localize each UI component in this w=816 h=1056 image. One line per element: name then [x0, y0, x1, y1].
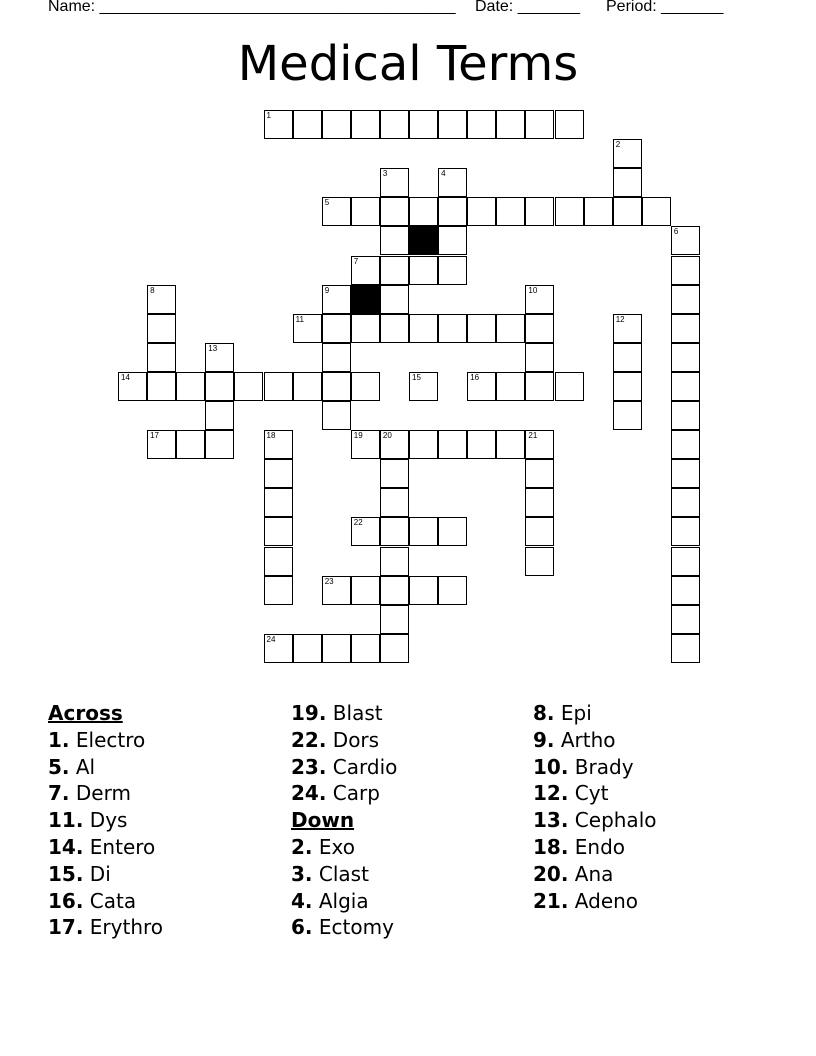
- clue-item: [291, 700, 397, 727]
- clue-number: 5: [324, 198, 330, 208]
- crossword-cell[interactable]: [264, 547, 293, 576]
- clue-item-number: 2.: [291, 834, 313, 859]
- clue-item-number: 5.: [48, 754, 70, 779]
- crossword-cell[interactable]: [205, 343, 234, 372]
- crossword-cell[interactable]: [671, 517, 700, 546]
- crossword-cell[interactable]: [525, 343, 554, 372]
- clue-number: 14: [121, 372, 130, 382]
- clue-item-text: Artho: [554, 727, 616, 752]
- crossword-cell[interactable]: [293, 314, 322, 343]
- clue-item-number: 7.: [48, 781, 70, 806]
- crossword-cell[interactable]: [351, 110, 380, 139]
- clue-item-number: 11.: [48, 808, 84, 833]
- clue-item-text: Dys: [83, 808, 128, 833]
- black-square: [351, 285, 380, 314]
- clue-item-text: Blast: [326, 701, 383, 725]
- clue-item-number: 9.: [533, 727, 555, 752]
- crossword-cell[interactable]: [264, 517, 293, 546]
- crossword-cell[interactable]: [322, 285, 351, 314]
- crossword-cell[interactable]: [467, 110, 496, 139]
- crossword-cell[interactable]: [671, 488, 700, 517]
- crossword-cell[interactable]: [671, 547, 700, 576]
- crossword-cell[interactable]: [525, 110, 554, 139]
- crossword-cell[interactable]: [380, 110, 409, 139]
- clue-item: [533, 780, 656, 807]
- crossword-cell[interactable]: [380, 314, 409, 343]
- clue-item-number: 23.: [291, 754, 327, 779]
- crossword-cell[interactable]: [409, 256, 438, 285]
- crossword-cell[interactable]: [380, 517, 409, 546]
- crossword-cell[interactable]: [671, 226, 700, 255]
- crossword-cell[interactable]: [147, 430, 176, 459]
- crossword-cell[interactable]: [613, 314, 642, 343]
- clue-number: 17: [150, 431, 159, 441]
- crossword-cell[interactable]: [234, 372, 263, 401]
- crossword-cell[interactable]: [496, 197, 525, 226]
- crossword-cell[interactable]: [496, 110, 525, 139]
- page-title: Medical Terms: [237, 36, 579, 92]
- crossword-cell[interactable]: [525, 430, 554, 459]
- crossword-cell[interactable]: [264, 576, 293, 605]
- crossword-cell[interactable]: [438, 197, 467, 226]
- crossword-cell[interactable]: [613, 401, 642, 430]
- crossword-cell[interactable]: [613, 168, 642, 197]
- clue-number: 24: [266, 634, 276, 644]
- clue-number: 19: [353, 431, 363, 441]
- crossword-cell[interactable]: [671, 401, 700, 430]
- crossword-cell[interactable]: [409, 110, 438, 139]
- crossword-cell[interactable]: [671, 576, 700, 605]
- clue-item: [291, 754, 397, 781]
- crossword-cell[interactable]: [322, 372, 351, 401]
- crossword-cell[interactable]: [351, 314, 380, 343]
- crossword-cell[interactable]: [671, 634, 700, 663]
- clue-number: 6: [673, 227, 679, 237]
- crossword-cell[interactable]: [613, 197, 642, 226]
- crossword-cell[interactable]: [264, 372, 293, 401]
- crossword-cell[interactable]: [380, 285, 409, 314]
- crossword-cell[interactable]: [555, 110, 584, 139]
- crossword-cell[interactable]: [409, 430, 438, 459]
- crossword-cell[interactable]: [438, 110, 467, 139]
- clue-item-text: Al: [69, 754, 96, 779]
- crossword-cell[interactable]: [671, 605, 700, 634]
- clue-item-number: 15.: [48, 861, 84, 886]
- clue-item-number: 13.: [533, 808, 569, 833]
- clue-item-text: Ectomy: [312, 915, 394, 940]
- crossword-cell[interactable]: [205, 401, 234, 430]
- clue-item-text: Epi: [554, 701, 592, 725]
- clue-number: 11: [295, 314, 304, 324]
- crossword-cell[interactable]: [613, 343, 642, 372]
- clue-number: 7: [353, 256, 359, 266]
- crossword-cell[interactable]: [380, 488, 409, 517]
- clue-number: 21: [528, 431, 538, 441]
- clue-item-number: 10.: [533, 754, 569, 779]
- clue-number: 18: [266, 431, 276, 441]
- crossword-cell[interactable]: [264, 459, 293, 488]
- crossword-cell[interactable]: [380, 226, 409, 255]
- crossword-cell[interactable]: [409, 314, 438, 343]
- clue-item-text: Cardio: [326, 754, 398, 779]
- clue-item: [291, 834, 397, 861]
- clue-item-number: 24.: [291, 781, 327, 806]
- crossword-cell[interactable]: [525, 547, 554, 576]
- clue-item: [48, 834, 163, 861]
- crossword-cell[interactable]: [351, 517, 380, 546]
- clue-number: 4: [441, 169, 446, 179]
- crossword-cell[interactable]: [525, 197, 554, 226]
- crossword-cell[interactable]: [671, 372, 700, 401]
- clue-item-number: 20.: [533, 861, 569, 886]
- clue-item-text: Erythro: [83, 915, 164, 940]
- clue-item-number: 8.: [533, 701, 555, 725]
- clue-item: [291, 727, 397, 754]
- crossword-cell[interactable]: [322, 197, 351, 226]
- clue-item-text: Exo: [312, 834, 355, 859]
- clue-item-text: Entero: [83, 834, 156, 859]
- crossword-cell[interactable]: [264, 488, 293, 517]
- crossword-cell[interactable]: [525, 459, 554, 488]
- clue-item: [291, 914, 397, 941]
- clue-number: 1: [266, 111, 271, 120]
- clue-item-number: 4.: [291, 888, 313, 913]
- clue-item-number: 3.: [291, 861, 313, 886]
- crossword-cell[interactable]: [380, 197, 409, 226]
- crossword-cell[interactable]: [671, 314, 700, 343]
- crossword-cell[interactable]: [380, 430, 409, 459]
- clue-item-text: Brady: [568, 754, 634, 779]
- crossword-cell[interactable]: [351, 430, 380, 459]
- crossword-cell[interactable]: [467, 430, 496, 459]
- crossword-cell[interactable]: [351, 197, 380, 226]
- crossword-cell[interactable]: [293, 372, 322, 401]
- crossword-cell[interactable]: [147, 372, 176, 401]
- crossword-cell[interactable]: [525, 314, 554, 343]
- crossword-cell[interactable]: [438, 576, 467, 605]
- clue-number: 8: [150, 285, 155, 295]
- crossword-cell[interactable]: [671, 343, 700, 372]
- crossword-cell[interactable]: [322, 110, 351, 139]
- clue-item: [48, 861, 163, 888]
- crossword-cell[interactable]: [467, 372, 496, 401]
- crossword-cell[interactable]: [525, 488, 554, 517]
- crossword-cell[interactable]: [380, 634, 409, 663]
- crossword-cell[interactable]: [438, 430, 467, 459]
- crossword-cell[interactable]: [380, 605, 409, 634]
- clue-number: 12: [615, 314, 625, 324]
- clue-item: [291, 888, 397, 915]
- name-label: Name: ________________________________________: [48, 0, 456, 15]
- crossword-cell[interactable]: [525, 285, 554, 314]
- crossword-cell[interactable]: [176, 430, 205, 459]
- crossword-cell[interactable]: [322, 576, 351, 605]
- crossword-cell[interactable]: [496, 372, 525, 401]
- clue-item: [48, 807, 163, 834]
- clue-item-number: 12.: [533, 781, 569, 806]
- clue-number: 3: [382, 169, 388, 179]
- crossword-cell[interactable]: [496, 430, 525, 459]
- clue-item-text: Carp: [326, 781, 380, 806]
- clue-number: 9: [324, 285, 330, 295]
- clue-item-text: Cephalo: [568, 808, 657, 833]
- crossword-cell[interactable]: [438, 314, 467, 343]
- clue-number: 23: [324, 576, 334, 586]
- crossword-cell[interactable]: [322, 343, 351, 372]
- crossword-cell[interactable]: [584, 197, 613, 226]
- clue-item: [48, 914, 163, 941]
- crossword-cell[interactable]: [438, 517, 467, 546]
- crossword-cell[interactable]: [380, 168, 409, 197]
- crossword-cell[interactable]: [264, 110, 293, 139]
- crossword-cell[interactable]: [671, 256, 700, 285]
- crossword-cell[interactable]: [176, 372, 205, 401]
- clue-item: [533, 888, 656, 915]
- clue-item: [533, 861, 656, 888]
- crossword-cell[interactable]: [351, 256, 380, 285]
- crossword-cell[interactable]: [613, 372, 642, 401]
- crossword-cell[interactable]: [380, 547, 409, 576]
- clue-item-text: Electro: [69, 727, 146, 752]
- crossword-cell[interactable]: [613, 139, 642, 168]
- clue-item-number: 14.: [48, 834, 84, 859]
- clue-item: [48, 727, 163, 754]
- crossword-cell[interactable]: [380, 576, 409, 605]
- crossword-cell[interactable]: [147, 285, 176, 314]
- crossword-cell[interactable]: [671, 285, 700, 314]
- crossword-cell[interactable]: [525, 372, 554, 401]
- crossword-cell[interactable]: [467, 197, 496, 226]
- crossword-cell[interactable]: [293, 110, 322, 139]
- crossword-cell[interactable]: [438, 226, 467, 255]
- crossword-cell[interactable]: [409, 517, 438, 546]
- clue-item-text: Adeno: [568, 888, 639, 913]
- clue-item-text: Endo: [568, 834, 626, 859]
- clue-item-number: 21.: [533, 888, 569, 913]
- clue-item: [533, 834, 656, 861]
- clue-number: 16: [470, 372, 480, 382]
- clue-item: [533, 807, 656, 834]
- crossword-cell[interactable]: [118, 372, 147, 401]
- crossword-cell[interactable]: [351, 576, 380, 605]
- crossword-cell[interactable]: [205, 372, 234, 401]
- clue-item: [48, 754, 163, 781]
- clue-column: [48, 700, 163, 941]
- clue-number: 15: [412, 372, 421, 382]
- clue-item: [533, 754, 656, 781]
- crossword-cell[interactable]: [671, 459, 700, 488]
- clue-number: 13: [208, 343, 218, 353]
- clue-item-number: 18.: [533, 834, 569, 859]
- date-label: Date: _______: [475, 0, 580, 15]
- crossword-cell[interactable]: [409, 372, 438, 401]
- period-label: Period: _______: [606, 0, 724, 15]
- clue-item-number: 16.: [48, 888, 84, 913]
- clue-item-number: 22.: [291, 727, 327, 752]
- crossword-cell[interactable]: [496, 314, 525, 343]
- crossword-cell[interactable]: [351, 372, 380, 401]
- clue-item-number: 17.: [48, 915, 84, 940]
- clue-item: [291, 861, 397, 888]
- crossword-cell[interactable]: [293, 634, 322, 663]
- crossword-cell[interactable]: [555, 197, 584, 226]
- clue-number: 2: [615, 140, 621, 150]
- crossword-cell[interactable]: [409, 197, 438, 226]
- crossword-cell[interactable]: [322, 401, 351, 430]
- clue-heading-down: Down: [291, 808, 355, 833]
- clue-column: [533, 700, 656, 914]
- clue-item-text: Clast: [312, 861, 369, 886]
- crossword-cell[interactable]: [147, 314, 176, 343]
- clue-item-text: Algia: [312, 888, 369, 913]
- clue-item-text: Cata: [83, 888, 137, 913]
- clue-item-text: Ana: [568, 861, 614, 886]
- clue-item: [291, 780, 397, 807]
- crossword-cell[interactable]: [380, 256, 409, 285]
- clue-heading-across: Across: [48, 701, 123, 725]
- crossword-cell[interactable]: [438, 256, 467, 285]
- crossword-cell[interactable]: [409, 576, 438, 605]
- clue-item: [48, 780, 163, 807]
- crossword-cell[interactable]: [555, 372, 584, 401]
- clue-item-text: Di: [83, 861, 111, 886]
- clue-item: [48, 888, 163, 915]
- crossword-cell[interactable]: [322, 314, 351, 343]
- clue-item-text: Dors: [326, 727, 380, 752]
- crossword-cell[interactable]: [147, 343, 176, 372]
- clue-item: [533, 727, 656, 754]
- crossword-cell[interactable]: [351, 634, 380, 663]
- clue-number: 10: [528, 285, 538, 295]
- clue-item: [533, 700, 656, 727]
- crossword-cell[interactable]: [525, 517, 554, 546]
- black-square: [409, 226, 438, 255]
- clue-item-text: Cyt: [568, 781, 609, 806]
- clue-number: 22: [353, 518, 363, 528]
- clue-number: 20: [382, 431, 392, 441]
- clue-item-number: 1.: [48, 727, 70, 752]
- crossword-cell[interactable]: [380, 459, 409, 488]
- crossword-cell[interactable]: [671, 430, 700, 459]
- crossword-cell[interactable]: [467, 314, 496, 343]
- crossword-cell[interactable]: [322, 634, 351, 663]
- clue-column: [291, 700, 397, 941]
- crossword-cell[interactable]: [642, 197, 671, 226]
- crossword-cell[interactable]: [264, 634, 293, 663]
- crossword-cell[interactable]: [264, 430, 293, 459]
- crossword-cell[interactable]: [438, 168, 467, 197]
- clue-item-number: 6.: [291, 915, 313, 940]
- crossword-cell[interactable]: [205, 430, 234, 459]
- clue-item-number: 19.: [291, 701, 327, 725]
- clue-item-text: Derm: [69, 781, 131, 806]
